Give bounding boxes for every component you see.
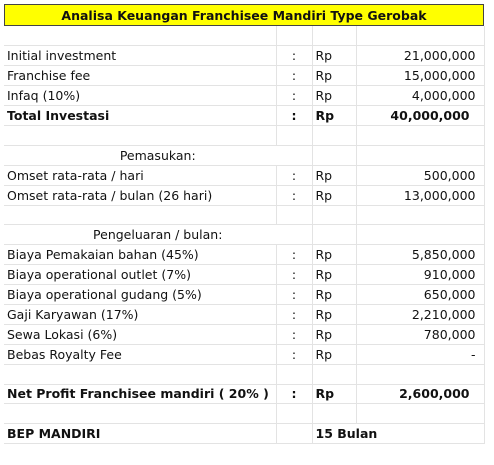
cell-empty <box>4 404 276 424</box>
currency-label: Rp <box>312 66 356 86</box>
total-row <box>4 384 484 404</box>
colon-separator: : <box>276 165 312 185</box>
colon-separator: : <box>276 344 312 364</box>
cell-empty <box>356 125 484 145</box>
cell-empty <box>4 205 276 225</box>
row-label: Total Investasi <box>4 106 276 126</box>
blank-row <box>4 125 484 145</box>
row-label: Sewa Lokasi (6%) <box>4 324 276 344</box>
table-row <box>4 265 484 285</box>
section-title: Pemasukan: <box>4 145 312 165</box>
cell-empty <box>4 364 276 384</box>
table-row <box>4 344 484 364</box>
blank-row <box>4 404 484 424</box>
cell-empty <box>312 205 356 225</box>
row-label: Net Profit Franchisee mandiri ( 20% ) <box>4 384 276 404</box>
blank-row <box>4 205 484 225</box>
amount-value: 2,210,000 <box>356 304 484 324</box>
cell-empty <box>356 26 484 46</box>
blank-row <box>4 26 484 46</box>
cell-empty <box>276 404 312 424</box>
sheet-title: Analisa Keuangan Franchisee Mandiri Type Gerobak <box>4 4 484 26</box>
colon-separator: : <box>276 384 312 404</box>
finance-table <box>4 26 485 444</box>
row-label: Franchise fee <box>4 66 276 86</box>
cell-empty <box>4 125 276 145</box>
cell-empty <box>276 26 312 46</box>
colon-separator: : <box>276 285 312 305</box>
colon-separator: : <box>276 265 312 285</box>
cell-empty <box>312 225 356 245</box>
table-row <box>4 245 484 265</box>
amount-value: 15,000,000 <box>356 66 484 86</box>
row-label: Biaya operational gudang (5%) <box>4 285 276 305</box>
cell-empty <box>4 26 276 46</box>
finance-table-body <box>4 26 484 444</box>
table-row <box>4 46 484 66</box>
currency-label: Rp <box>312 245 356 265</box>
colon-separator: : <box>276 66 312 86</box>
currency-label: Rp <box>312 185 356 205</box>
colon-separator: : <box>276 86 312 106</box>
cell-empty <box>356 225 484 245</box>
amount-value: 2,600,000 <box>356 384 484 404</box>
row-label: Biaya Pemakaian bahan (45%) <box>4 245 276 265</box>
cell-empty <box>356 205 484 225</box>
cell-empty <box>356 145 484 165</box>
currency-label: Rp <box>312 285 356 305</box>
currency-label: Rp <box>312 46 356 66</box>
table-row <box>4 165 484 185</box>
currency-label: Rp <box>312 304 356 324</box>
row-label: Biaya operational outlet (7%) <box>4 265 276 285</box>
currency-label: Rp <box>312 384 356 404</box>
cell-empty <box>276 205 312 225</box>
colon-separator: : <box>276 185 312 205</box>
spreadsheet <box>4 4 484 444</box>
colon-separator: : <box>276 324 312 344</box>
row-label: Bebas Royalty Fee <box>4 344 276 364</box>
cell-empty <box>356 404 484 424</box>
cell-empty <box>276 424 312 444</box>
amount-value: 780,000 <box>356 324 484 344</box>
cell-empty <box>312 26 356 46</box>
amount-value: 21,000,000 <box>356 46 484 66</box>
cell-empty <box>276 125 312 145</box>
amount-value: 4,000,000 <box>356 86 484 106</box>
cell-empty <box>312 145 356 165</box>
row-label: Omset rata-rata / hari <box>4 165 276 185</box>
table-row <box>4 66 484 86</box>
cell-empty <box>312 404 356 424</box>
amount-value: 40,000,000 <box>356 106 484 126</box>
cell-empty <box>276 364 312 384</box>
colon-separator: : <box>276 245 312 265</box>
bep-label: BEP MANDIRI <box>4 424 276 444</box>
bep-value: 15 Bulan <box>312 424 484 444</box>
table-row <box>4 304 484 324</box>
amount-value: 650,000 <box>356 285 484 305</box>
colon-separator: : <box>276 106 312 126</box>
currency-label: Rp <box>312 344 356 364</box>
amount-value: 500,000 <box>356 165 484 185</box>
amount-value: 13,000,000 <box>356 185 484 205</box>
table-row <box>4 324 484 344</box>
table-row <box>4 86 484 106</box>
cell-empty <box>312 364 356 384</box>
cell-empty <box>312 125 356 145</box>
currency-label: Rp <box>312 106 356 126</box>
section-header-row <box>4 145 484 165</box>
total-row <box>4 106 484 126</box>
cell-empty <box>356 364 484 384</box>
currency-label: Rp <box>312 86 356 106</box>
section-header-row <box>4 225 484 245</box>
row-label: Initial investment <box>4 46 276 66</box>
table-row <box>4 285 484 305</box>
amount-value: 910,000 <box>356 265 484 285</box>
row-label: Infaq (10%) <box>4 86 276 106</box>
amount-value: 5,850,000 <box>356 245 484 265</box>
table-row <box>4 185 484 205</box>
blank-row <box>4 364 484 384</box>
currency-label: Rp <box>312 265 356 285</box>
colon-separator: : <box>276 46 312 66</box>
currency-label: Rp <box>312 324 356 344</box>
amount-value: - <box>356 344 484 364</box>
row-label: Omset rata-rata / bulan (26 hari) <box>4 185 276 205</box>
row-label: Gaji Karyawan (17%) <box>4 304 276 324</box>
bep-row <box>4 424 484 444</box>
section-title: Pengeluaran / bulan: <box>4 225 312 245</box>
currency-label: Rp <box>312 165 356 185</box>
colon-separator: : <box>276 304 312 324</box>
